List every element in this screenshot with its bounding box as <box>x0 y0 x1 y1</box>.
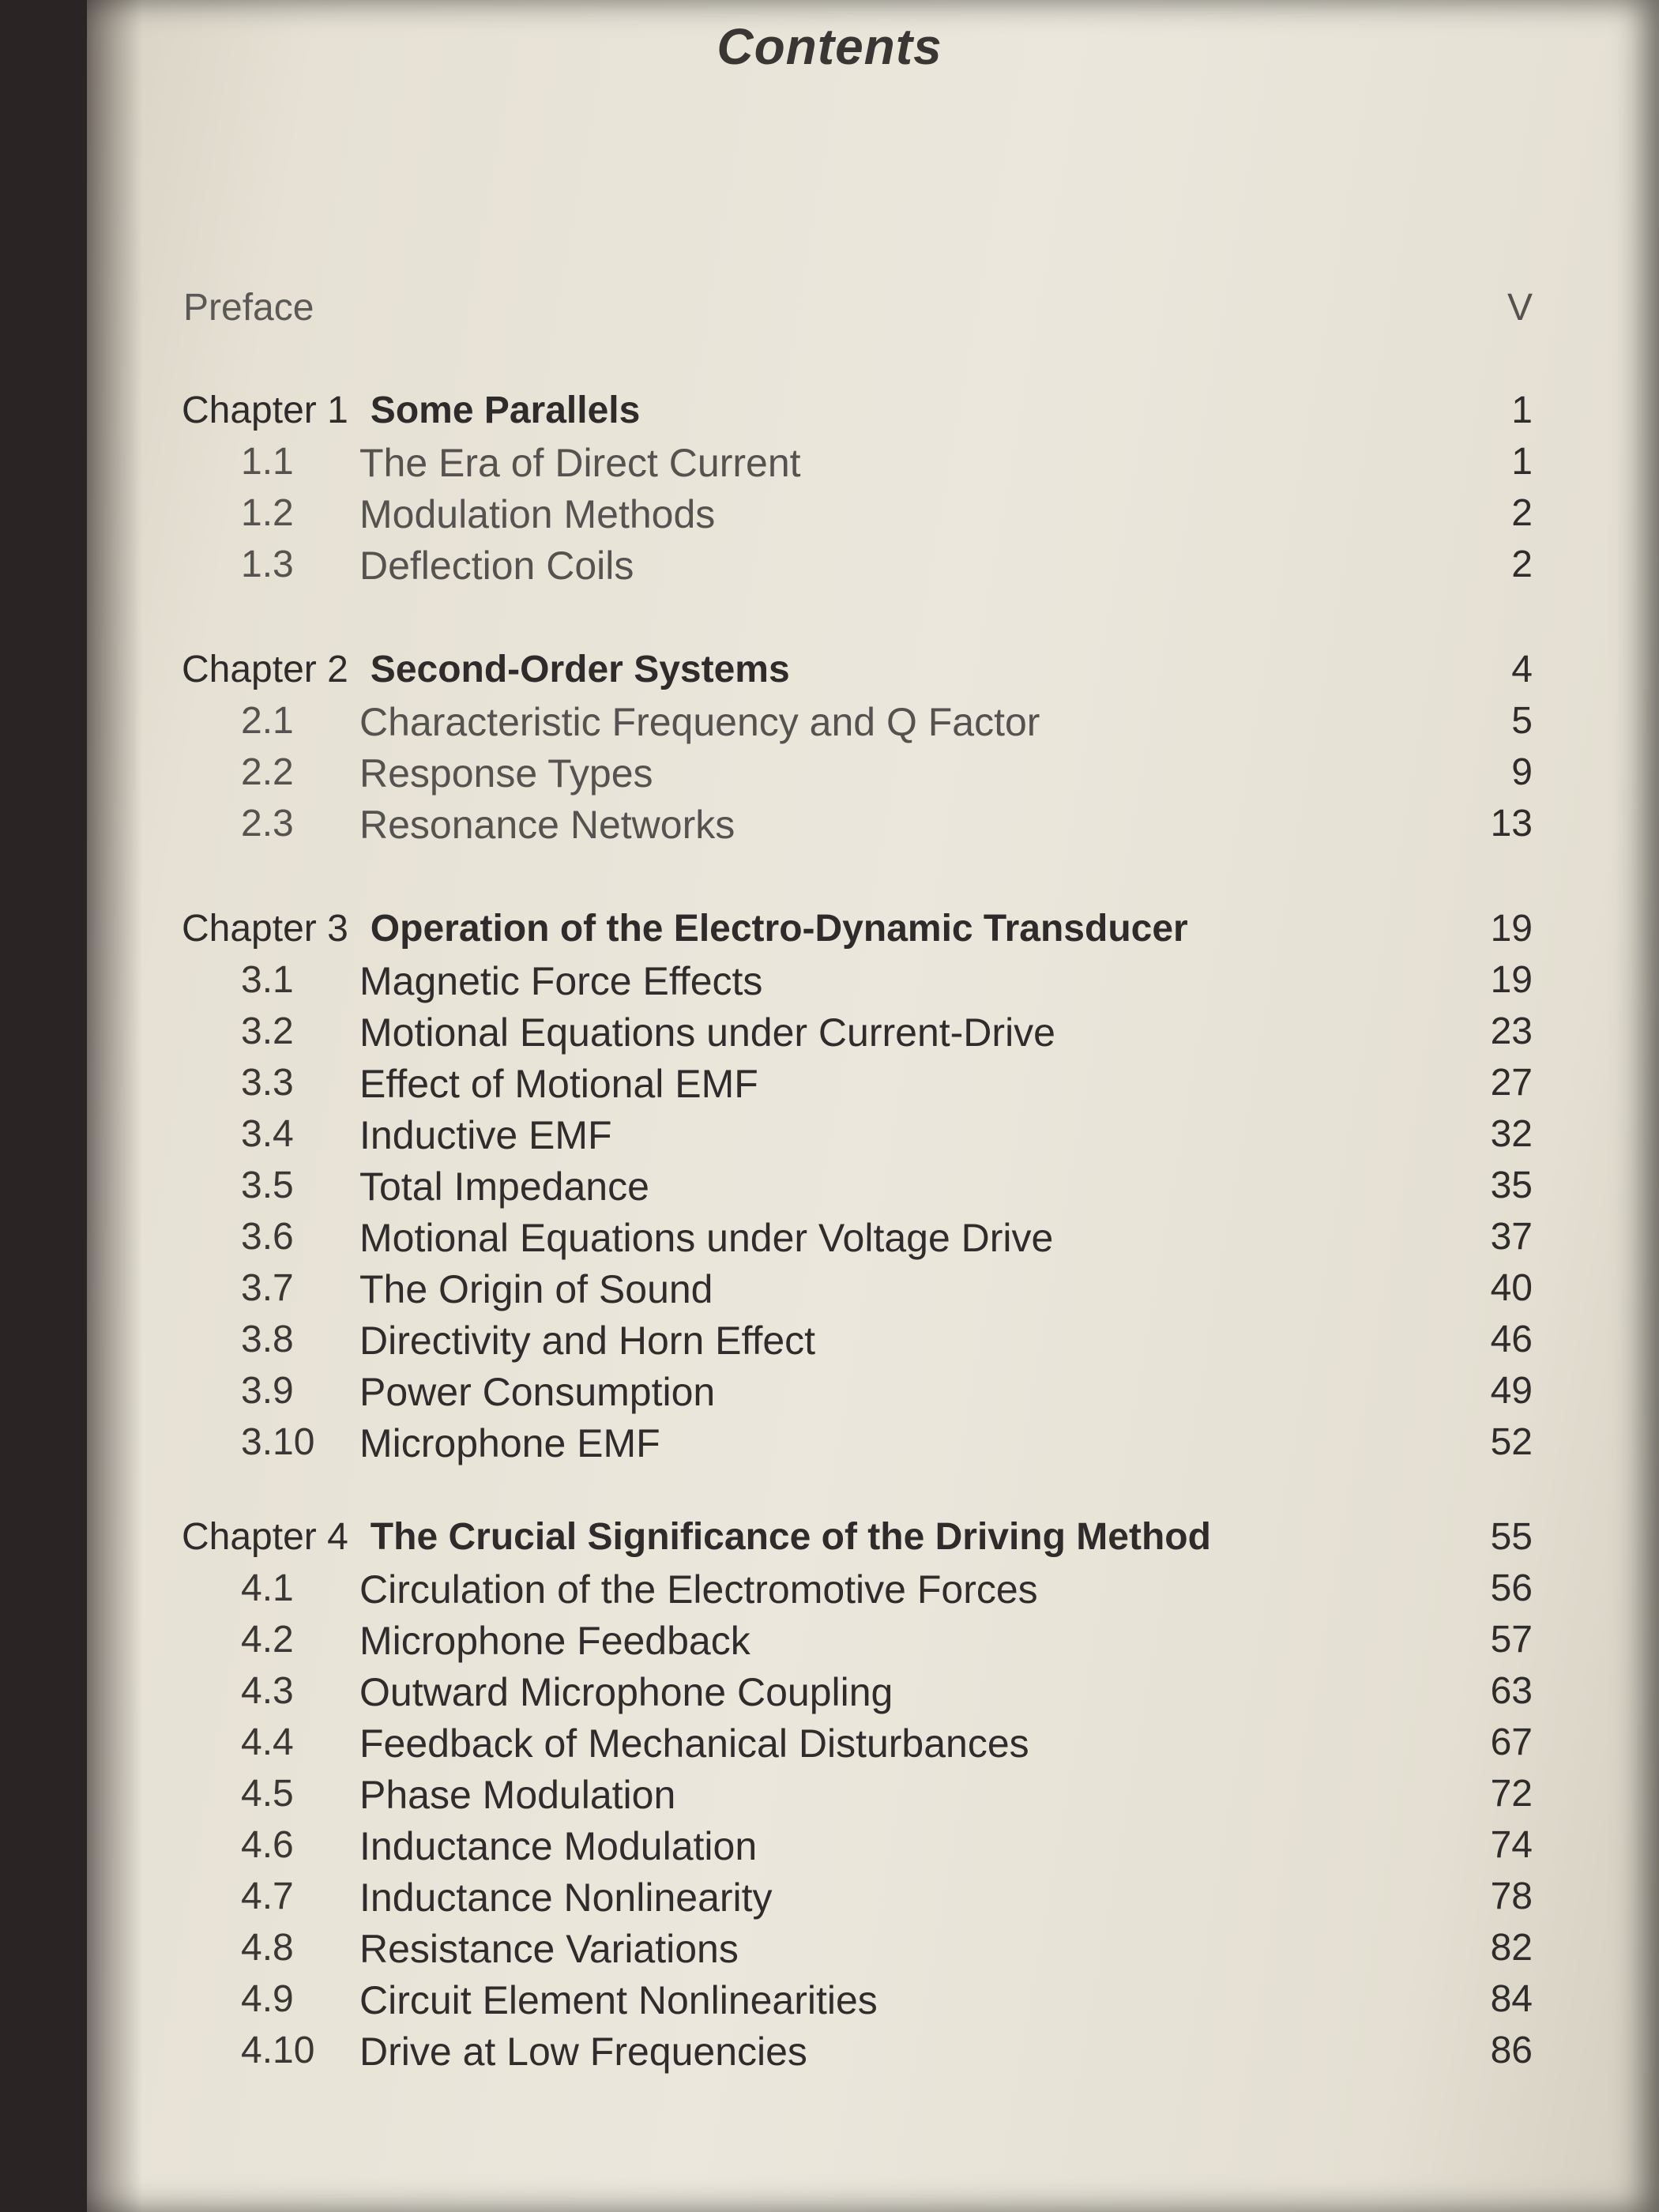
preface-page: V <box>1507 287 1533 329</box>
page-title: Contents <box>717 18 942 75</box>
chapter-number: Chapter 4 <box>182 1516 348 1558</box>
chapter-row <box>0 648 1659 697</box>
section-page: 49 <box>1490 1370 1533 1412</box>
section-number: 3.4 <box>241 1113 294 1155</box>
section-number: 4.1 <box>241 1567 294 1609</box>
section-page: 86 <box>1490 2030 1533 2071</box>
section-row <box>0 1010 1659 1059</box>
section-row <box>0 1061 1659 1110</box>
section-title: Inductance Modulation <box>359 1824 758 1868</box>
section-row <box>0 1926 1659 1975</box>
chapter-number: Chapter 1 <box>182 389 348 431</box>
section-page: 82 <box>1490 1927 1533 1969</box>
section-page: 5 <box>1511 700 1533 742</box>
section-title: Drive at Low Frequencies <box>359 2030 807 2074</box>
section-title: Directivity and Horn Effect <box>359 1319 816 1363</box>
section-page: 46 <box>1490 1319 1533 1360</box>
section-row <box>0 440 1659 489</box>
section-title: Effect of Motional EMF <box>359 1062 758 1106</box>
chapter-row <box>0 389 1659 438</box>
section-page: 40 <box>1490 1267 1533 1309</box>
section-row <box>0 1318 1659 1367</box>
section-page: 2 <box>1511 544 1533 585</box>
section-title: Outward Microphone Coupling <box>359 1670 893 1714</box>
section-page: 57 <box>1490 1619 1533 1661</box>
section-title: Microphone Feedback <box>359 1619 750 1663</box>
section-number: 3.7 <box>241 1267 294 1309</box>
section-row <box>0 802 1659 851</box>
section-number: 3.10 <box>241 1421 315 1463</box>
section-number: 1.1 <box>241 441 294 483</box>
section-number: 4.2 <box>241 1619 294 1661</box>
section-page: 13 <box>1490 803 1533 845</box>
chapter-number: Chapter 3 <box>182 908 348 950</box>
section-title: Characteristic Frequency and Q Factor <box>359 700 1040 744</box>
section-number: 4.5 <box>241 1773 294 1815</box>
section-title: Resonance Networks <box>359 803 735 847</box>
section-row <box>0 750 1659 799</box>
section-number: 3.1 <box>241 959 294 1001</box>
chapter-title: The Crucial Significance of the Driving Method <box>370 1516 1211 1558</box>
section-title: Inductance Nonlinearity <box>359 1875 773 1920</box>
section-title: Modulation Methods <box>359 492 716 536</box>
chapter-page: 55 <box>1490 1516 1533 1558</box>
section-title: The Origin of Sound <box>359 1267 713 1311</box>
section-title: Feedback of Mechanical Disturbances <box>359 1721 1029 1766</box>
section-number: 2.2 <box>241 751 294 793</box>
section-page: 52 <box>1490 1421 1533 1463</box>
section-title: Power Consumption <box>359 1370 716 1414</box>
chapter-row <box>0 1515 1659 1564</box>
section-number: 4.10 <box>241 2030 315 2071</box>
section-number: 1.3 <box>241 544 294 585</box>
section-page: 84 <box>1490 1978 1533 2020</box>
chapter-number: Chapter 2 <box>182 649 348 690</box>
section-row <box>0 1823 1659 1872</box>
section-title: Motional Equations under Voltage Drive <box>359 1216 1054 1260</box>
chapter-title: Second-Order Systems <box>370 649 790 690</box>
section-page: 56 <box>1490 1567 1533 1609</box>
section-number: 4.6 <box>241 1824 294 1866</box>
section-number: 2.1 <box>241 700 294 742</box>
section-title: Phase Modulation <box>359 1773 676 1817</box>
section-number: 3.5 <box>241 1164 294 1206</box>
section-page: 19 <box>1490 959 1533 1001</box>
section-title: Magnetic Force Effects <box>359 959 763 1003</box>
section-page: 63 <box>1490 1670 1533 1712</box>
chapter-heading <box>182 648 790 691</box>
section-number: 3.9 <box>241 1370 294 1412</box>
chapter-page: 4 <box>1511 649 1533 690</box>
section-number: 3.6 <box>241 1216 294 1258</box>
chapter-row <box>0 907 1659 956</box>
chapter-heading <box>182 1515 1211 1559</box>
section-page: 32 <box>1490 1113 1533 1155</box>
section-row <box>0 1420 1659 1469</box>
chapter-title: Some Parallels <box>370 389 641 431</box>
section-number: 1.2 <box>241 492 294 534</box>
section-row <box>0 1215 1659 1264</box>
section-row <box>0 1977 1659 2026</box>
section-number: 4.3 <box>241 1670 294 1712</box>
section-row <box>0 958 1659 1007</box>
chapter-title: Operation of the Electro-Dynamic Transducer <box>370 908 1188 950</box>
section-title: Circuit Element Nonlinearities <box>359 1978 878 2022</box>
preface-label: Preface <box>183 287 314 329</box>
section-row <box>0 1567 1659 1616</box>
section-number: 4.9 <box>241 1978 294 2020</box>
section-row <box>0 1164 1659 1213</box>
section-number: 4.7 <box>241 1875 294 1917</box>
section-page: 35 <box>1490 1164 1533 1206</box>
section-number: 3.3 <box>241 1062 294 1104</box>
section-title: Deflection Coils <box>359 544 634 588</box>
section-row <box>0 1112 1659 1161</box>
section-title: The Era of Direct Current <box>359 441 801 485</box>
section-page: 2 <box>1511 492 1533 534</box>
section-page: 1 <box>1511 441 1533 483</box>
section-title: Resistance Variations <box>359 1927 739 1971</box>
section-page: 67 <box>1490 1721 1533 1763</box>
section-number: 3.2 <box>241 1010 294 1052</box>
section-row <box>0 1772 1659 1821</box>
section-number: 4.4 <box>241 1721 294 1763</box>
section-title: Microphone EMF <box>359 1421 660 1465</box>
section-title: Motional Equations under Current-Drive <box>359 1010 1055 1055</box>
section-row <box>0 1875 1659 1924</box>
section-row <box>0 699 1659 748</box>
toc-preface-row <box>0 286 1659 335</box>
chapter-page: 19 <box>1490 908 1533 950</box>
section-page: 72 <box>1490 1773 1533 1815</box>
section-title: Circulation of the Electromotive Forces <box>359 1567 1038 1612</box>
section-number: 3.8 <box>241 1319 294 1360</box>
section-row <box>0 1369 1659 1418</box>
section-row <box>0 1669 1659 1718</box>
chapter-heading <box>182 389 640 432</box>
chapter-heading <box>182 907 1188 950</box>
chapter-page: 1 <box>1511 389 1533 431</box>
section-number: 2.3 <box>241 803 294 845</box>
section-page: 78 <box>1490 1875 1533 1917</box>
section-row <box>0 491 1659 540</box>
section-page: 37 <box>1490 1216 1533 1258</box>
section-title: Response Types <box>359 751 653 796</box>
section-page: 23 <box>1490 1010 1533 1052</box>
section-page: 74 <box>1490 1824 1533 1866</box>
section-row <box>0 1721 1659 1770</box>
section-number: 4.8 <box>241 1927 294 1969</box>
section-title: Total Impedance <box>359 1164 649 1209</box>
section-row <box>0 543 1659 592</box>
section-title: Inductive EMF <box>359 1113 612 1157</box>
section-row <box>0 2029 1659 2078</box>
section-row <box>0 1618 1659 1667</box>
section-row <box>0 1266 1659 1315</box>
section-page: 9 <box>1511 751 1533 793</box>
section-page: 27 <box>1490 1062 1533 1104</box>
